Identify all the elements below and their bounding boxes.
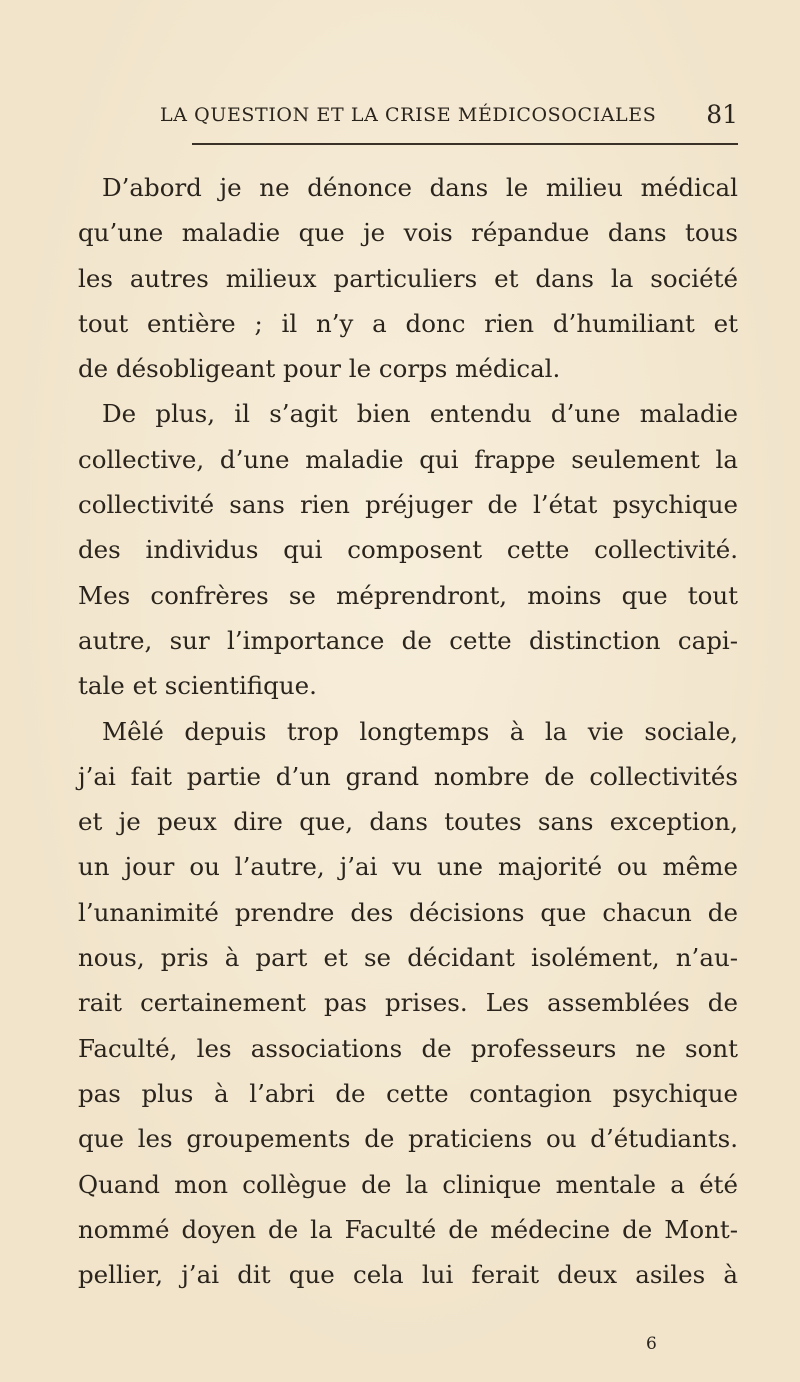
text-line: l’unanimité prendre des décisions que chacun de [78,897,738,927]
text-line: que les groupements de praticiens ou d’étudiants. [78,1124,738,1154]
text-line: un jour ou l’autre, j’ai vu une majorité ou même [78,852,738,882]
text-line: collective, d’une maladie qui frappe seulement la [78,444,738,474]
header-rule [192,143,738,145]
running-header [160,100,738,136]
running-title: LA QUESTION ET LA CRISE MÉDICOSOCIALES [160,104,657,126]
text-line: nommé doyen de la Faculté de médecine de Mont- [78,1214,738,1244]
text-line: Quand mon collègue de la clinique mentale a été [78,1169,738,1199]
text-line: de désobligeant pour le corps médical. [78,354,561,384]
text-line: tout entière ; il n’y a donc rien d’humiliant et [78,308,738,338]
text-line: Mes confrères se méprendront, moins que tout [78,580,738,610]
text-line: pellier, j’ai dit que cela lui ferait deux asiles à [78,1260,738,1290]
text-line: et je peux dire que, dans toutes sans exception, [78,807,738,837]
body-text [78,165,738,1297]
text-line: collectivité sans rien préjuger de l’état psychique [78,490,738,520]
text-line: pas plus à l’abri de cette contagion psychique [78,1078,738,1108]
text-line: Mêlé depuis trop longtemps à la vie sociale, [102,716,738,746]
text-line: rait certainement pas prises. Les assemblées de [78,988,738,1018]
text-line: nous, pris à part et se décidant isolément, n’au- [78,943,738,973]
text-line: j’ai fait partie d’un grand nombre de collectivités [78,761,738,791]
text-line: D’abord je ne dénonce dans le milieu médical [102,173,738,202]
text-line: les autres milieux particuliers et dans la société [78,263,738,293]
text-line: Faculté, les associations de professeurs ne sont [78,1033,738,1063]
text-line: autre, sur l’importance de cette distinction capi- [78,625,738,655]
page-number: 81 [706,100,738,129]
text-line: De plus, il s’agit bien entendu d’une maladie [102,399,738,429]
text-line: des individus qui composent cette collectivité. [78,535,738,565]
text-line: qu’une maladie que je vois répandue dans tous [78,218,738,248]
signature-mark: 6 [646,1334,657,1354]
text-line: tale et scientifique. [78,671,317,701]
